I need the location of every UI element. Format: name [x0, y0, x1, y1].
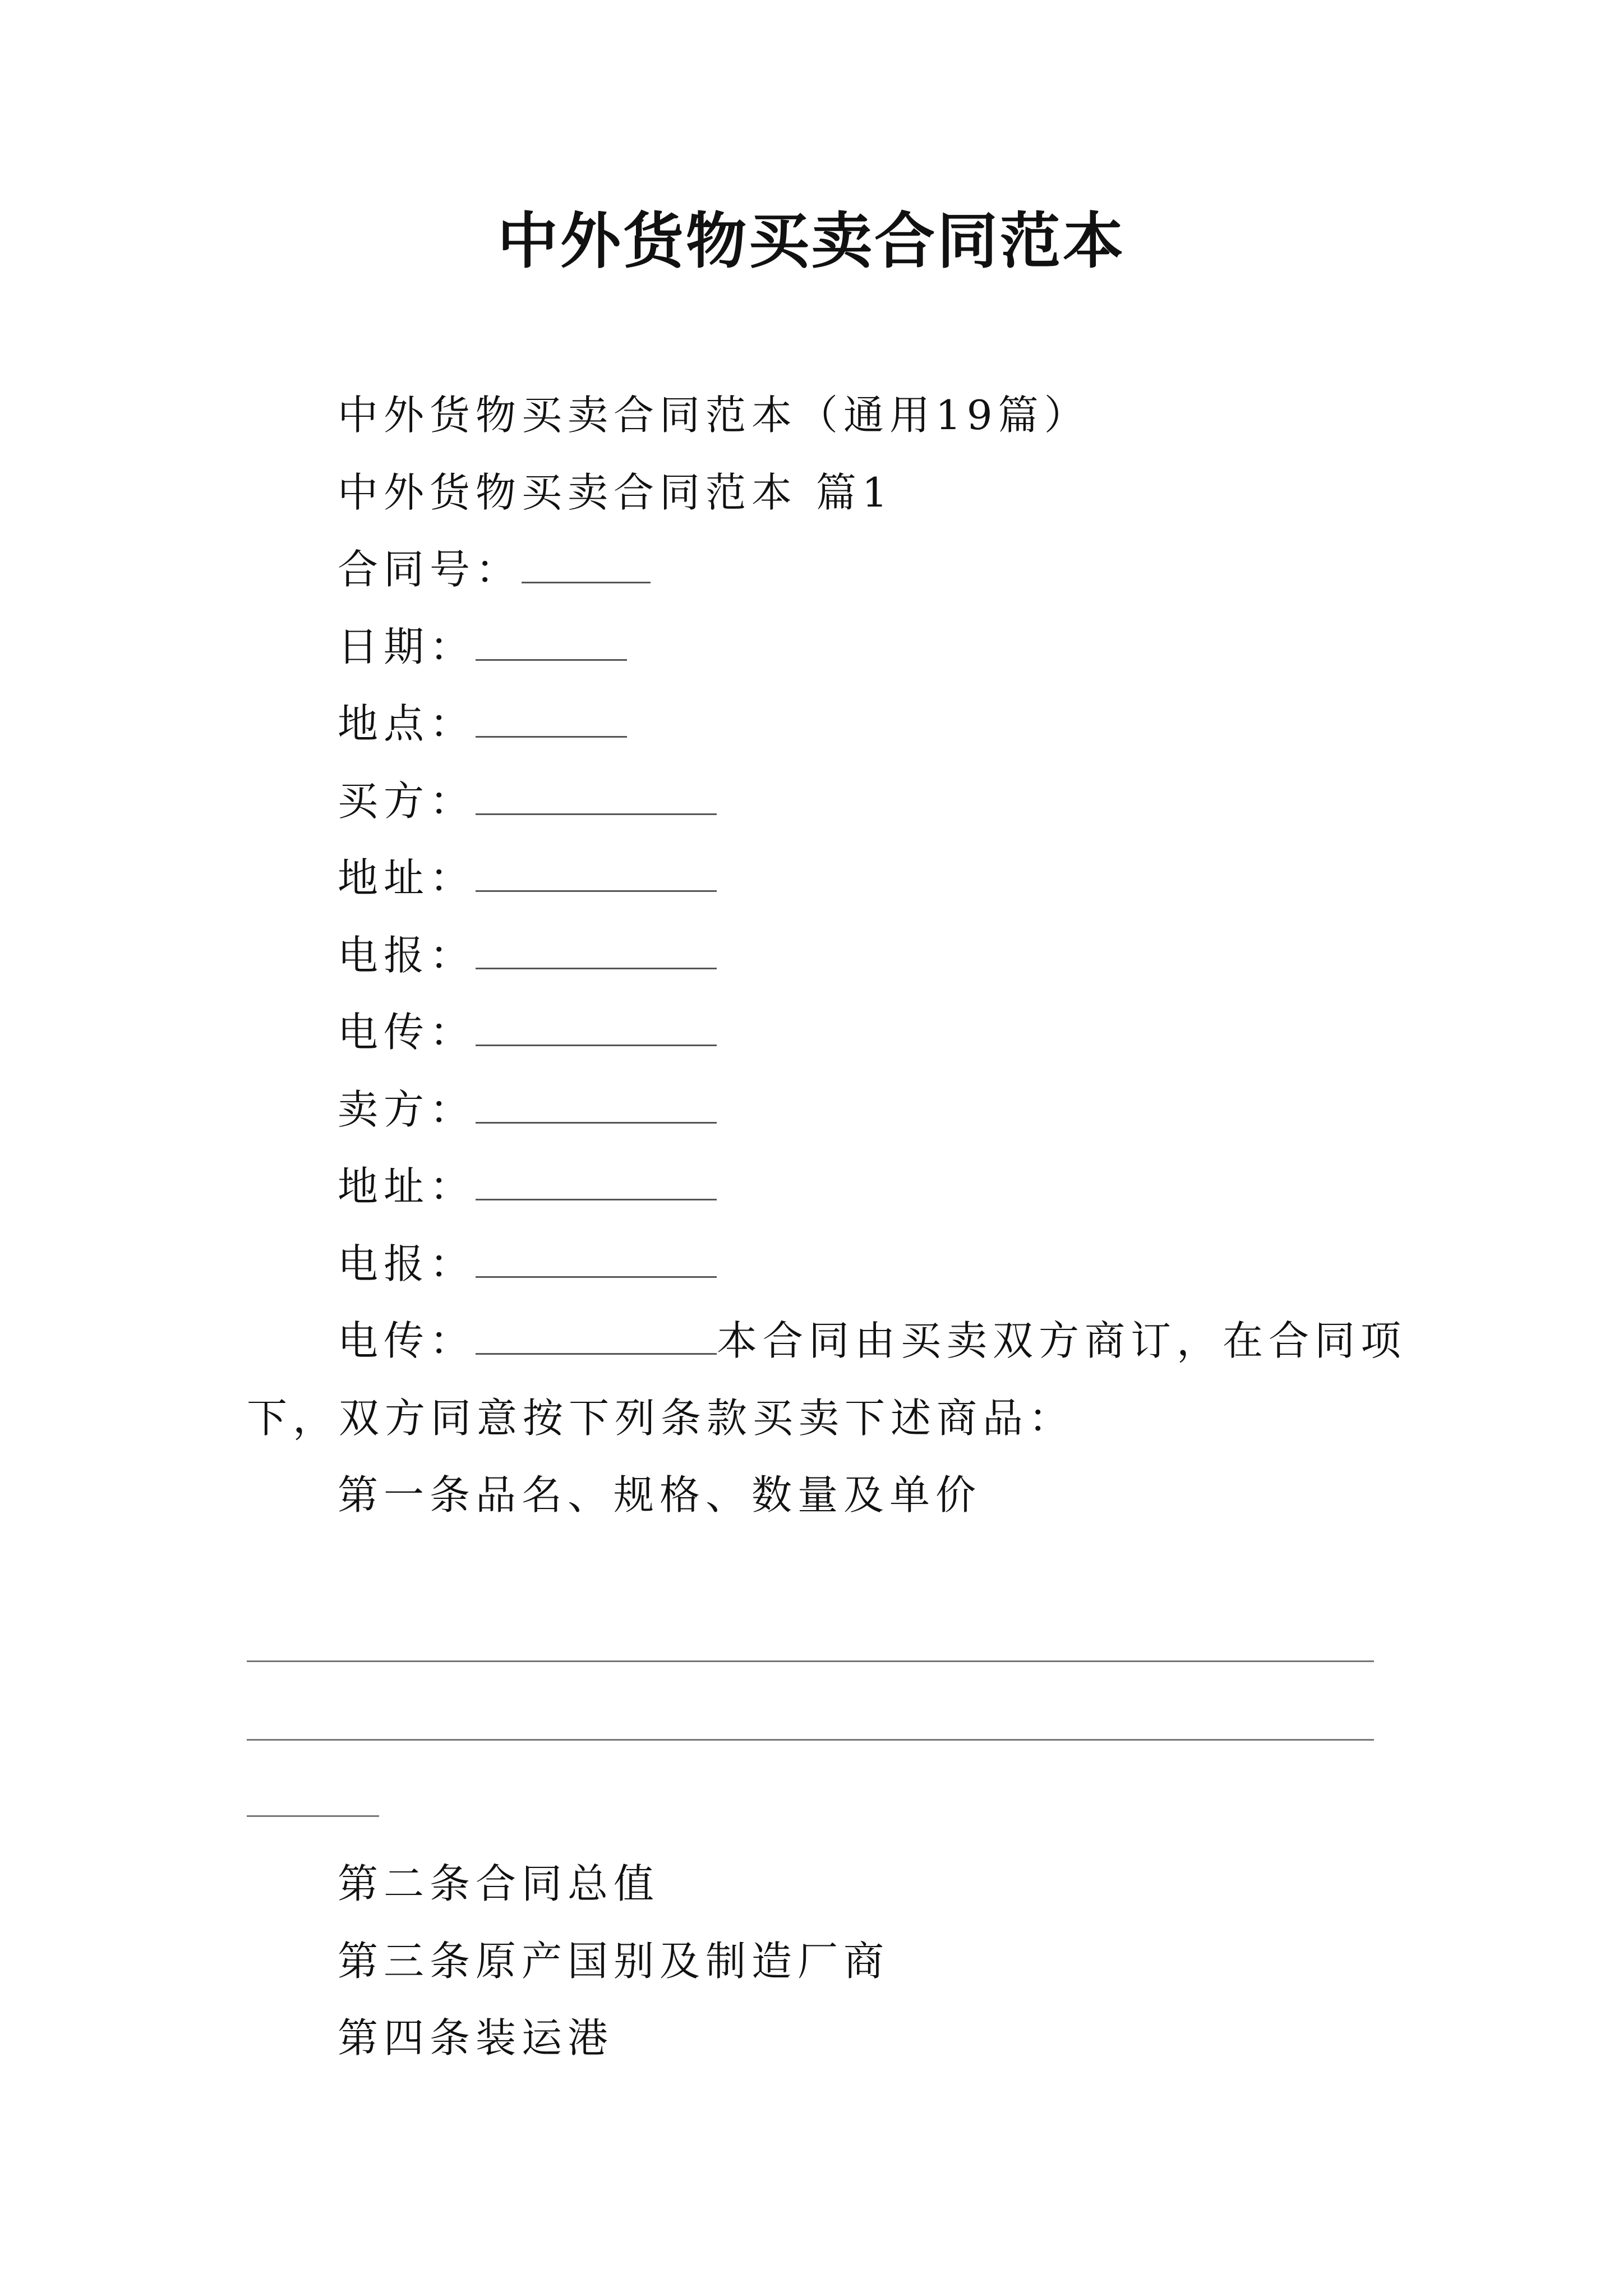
field-buyer-cable: [338, 927, 717, 983]
field-seller-address: [338, 1158, 717, 1214]
field-label: 地点：: [338, 700, 476, 747]
field-label: 地址：: [338, 854, 476, 901]
field-label: 卖方：: [338, 1086, 476, 1133]
subtitle: 中外货物买卖合同范本（通用19篇）: [338, 392, 1090, 439]
buyer-address-blank: [476, 857, 717, 892]
seller-telex-blank: [476, 1319, 717, 1355]
document-title: 中外货物买卖合同范本: [497, 206, 1126, 277]
field-buyer-address: [338, 850, 717, 906]
place-blank: [476, 702, 627, 738]
article-4: 第四条装运港: [338, 2014, 614, 2062]
article-1: 第一条品名、规格、数量及单价: [338, 1471, 982, 1519]
field-label: 电报：: [338, 932, 476, 979]
field-label: 合同号：: [338, 546, 522, 593]
field-label: 电传：: [338, 1317, 476, 1364]
field-label: 电报：: [338, 1240, 476, 1287]
contract-no-blank: [522, 548, 651, 583]
field-contract-no: [338, 541, 651, 597]
chapter-heading: 中外货物买卖合同范本 篇1: [338, 469, 893, 516]
fill-in-rule: [247, 1660, 1374, 1662]
field-label: 日期：: [338, 623, 476, 670]
field-buyer: [338, 773, 717, 829]
field-date: [338, 619, 627, 675]
intro-text: 本合同由买卖双方商订，在合同项: [717, 1317, 1407, 1364]
field-seller-cable: [338, 1236, 717, 1292]
intro-paragraph-line2: 下，双方同意按下列条款买卖下述商品：: [247, 1395, 1075, 1442]
field-label: 电传：: [338, 1009, 476, 1056]
date-blank: [476, 625, 627, 661]
buyer-telex-blank: [476, 1011, 717, 1046]
seller-cable-blank: [476, 1243, 717, 1278]
seller-blank: [476, 1088, 717, 1124]
article-2: 第二条合同总值: [338, 1860, 660, 1907]
seller-address-blank: [476, 1165, 717, 1200]
intro-paragraph-line1: [338, 1313, 1407, 1369]
buyer-blank: [476, 780, 717, 815]
fill-in-rule: [247, 1815, 379, 1817]
buyer-cable-blank: [476, 934, 717, 969]
fill-in-rule: [247, 1739, 1374, 1741]
field-buyer-telex: [338, 1004, 717, 1060]
field-seller: [338, 1082, 717, 1138]
field-label: 地址：: [338, 1163, 476, 1210]
article-3: 第三条原产国别及制造厂商: [338, 1938, 890, 1985]
field-label: 买方：: [338, 777, 476, 825]
field-place: [338, 696, 627, 752]
